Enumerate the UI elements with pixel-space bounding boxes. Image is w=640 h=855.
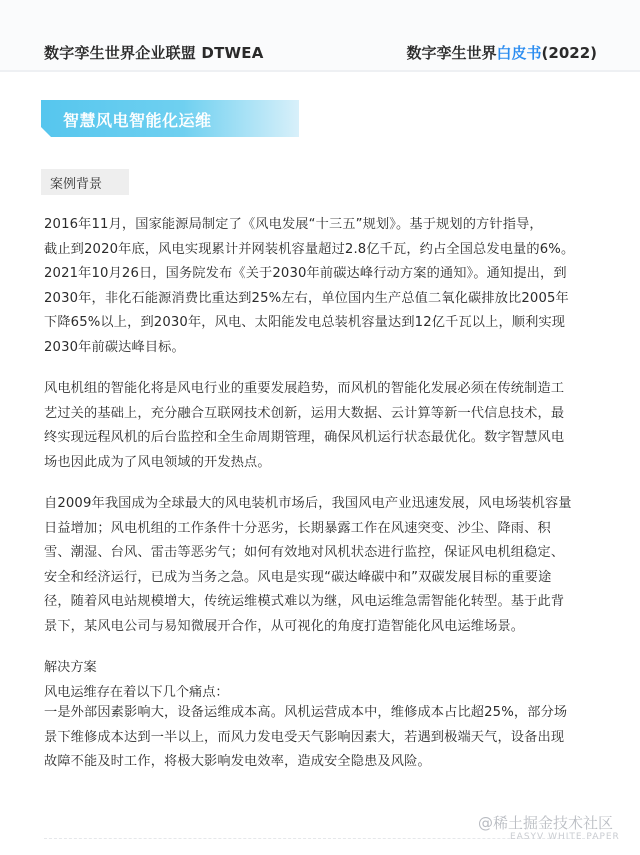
text-line: 2021年10月26日，国务院发布《关于2030年前碳达峰行动方案的通知》。通知提出，到 xyxy=(44,266,567,282)
text-line: 下降65%以上，到2030年，风电、太阳能发电总装机容量达到12亿千瓦以上，顺利实现 xyxy=(44,315,566,331)
text-line: 截止到2020年底，风电实现累计并网装机容量超过2.8亿千瓦，约占全国总发电量的6%。 xyxy=(44,241,575,257)
solution-intro: 风电运维存在着以下几个痛点： xyxy=(44,685,229,700)
text-line: 场也因此成为了风电领域的开发热点。 xyxy=(44,454,271,470)
text-line: 一是外部因素影响大，设备运维成本高。风机运营成本中，维修成本占比超25%，部分场 xyxy=(44,705,568,720)
text-line: 风电机组的智能化将是风电行业的重要发展趋势，而风机的智能化发展必须在传统制造工 xyxy=(44,381,565,396)
text-line: 景下维修成本达到一半以上，而风力发电受天气影响因素大，若遇到极端天气，设备出现 xyxy=(44,729,565,745)
header-divider xyxy=(0,70,640,72)
watermark-subtext: EASYV WHITE PAPER xyxy=(510,832,620,842)
paragraph-1 xyxy=(44,213,600,361)
header-doc-title-prefix: 数字孪生世界 xyxy=(406,44,497,62)
section-title-banner xyxy=(41,100,299,137)
text-line: 雪、潮湿、台风、雷击等恶劣气；如何有效地对风机状态进行监控，保证风电机组稳定、 xyxy=(44,545,565,561)
section-title: 智慧风电智能化运维 xyxy=(63,111,212,130)
watermark xyxy=(478,812,620,842)
text-line: 艺过关的基础上，充分融合互联网技术创新，运用大数据、云计算等新一代信息技术，最 xyxy=(44,405,565,421)
header-doc-title xyxy=(407,42,598,63)
solution-paragraph xyxy=(44,701,600,775)
text-line: 日益增加；风电机组的工作条件十分恶劣，长期暴露工作在风速突变、沙尘、降雨、积 xyxy=(44,520,551,536)
text-line: 终实现远程风机的后台监控和全生命周期管理，确保风机运行状态最优化。数字智慧风电 xyxy=(44,430,565,446)
header-doc-title-highlight: 白皮书 xyxy=(496,44,542,62)
text-line: 自2009年我国成为全球最大的风电装机市场后，我国风电产业迅速发展，风电场装机容量 xyxy=(44,496,572,511)
paragraph-3 xyxy=(44,492,600,640)
header-doc-title-suffix: (2022) xyxy=(541,44,597,62)
text-line: 2016年11月，国家能源局制定了《风电发展“十三五”规划》。基于规划的方针指导， xyxy=(44,217,543,232)
watermark-text: @稀土掘金技术社区 xyxy=(478,814,614,832)
header-org-name: 数字孪生世界企业联盟 DTWEA xyxy=(44,44,264,62)
solution-heading: 解决方案 xyxy=(44,660,97,675)
text-line: 2030年前碳达峰目标。 xyxy=(44,339,185,355)
text-line: 2030年，非化石能源消费比重达到25%左右，单位国内生产总值二氧化碳排放比2005年 xyxy=(44,290,569,306)
paragraph-2 xyxy=(44,377,600,475)
text-line: 故障不能及时工作，将极大影响发电效率，造成安全隐患及风险。 xyxy=(44,754,431,770)
text-line: 安全和经济运行，已成为当务之急。风电是实现“碳达峰碳中和”双碳发展目标的重要途 xyxy=(44,569,552,585)
subheading-case-background xyxy=(41,169,129,195)
subheading-label: 案例背景 xyxy=(50,177,103,192)
text-line: 景下，某风电公司与易知微展开合作，从可视化的角度打造智能化风电运维场景。 xyxy=(44,618,525,634)
page-header xyxy=(0,0,640,72)
text-line: 径，随着风电站规模增大，传统运维模式难以为继，风电运维急需智能化转型。基于此背 xyxy=(44,594,565,610)
